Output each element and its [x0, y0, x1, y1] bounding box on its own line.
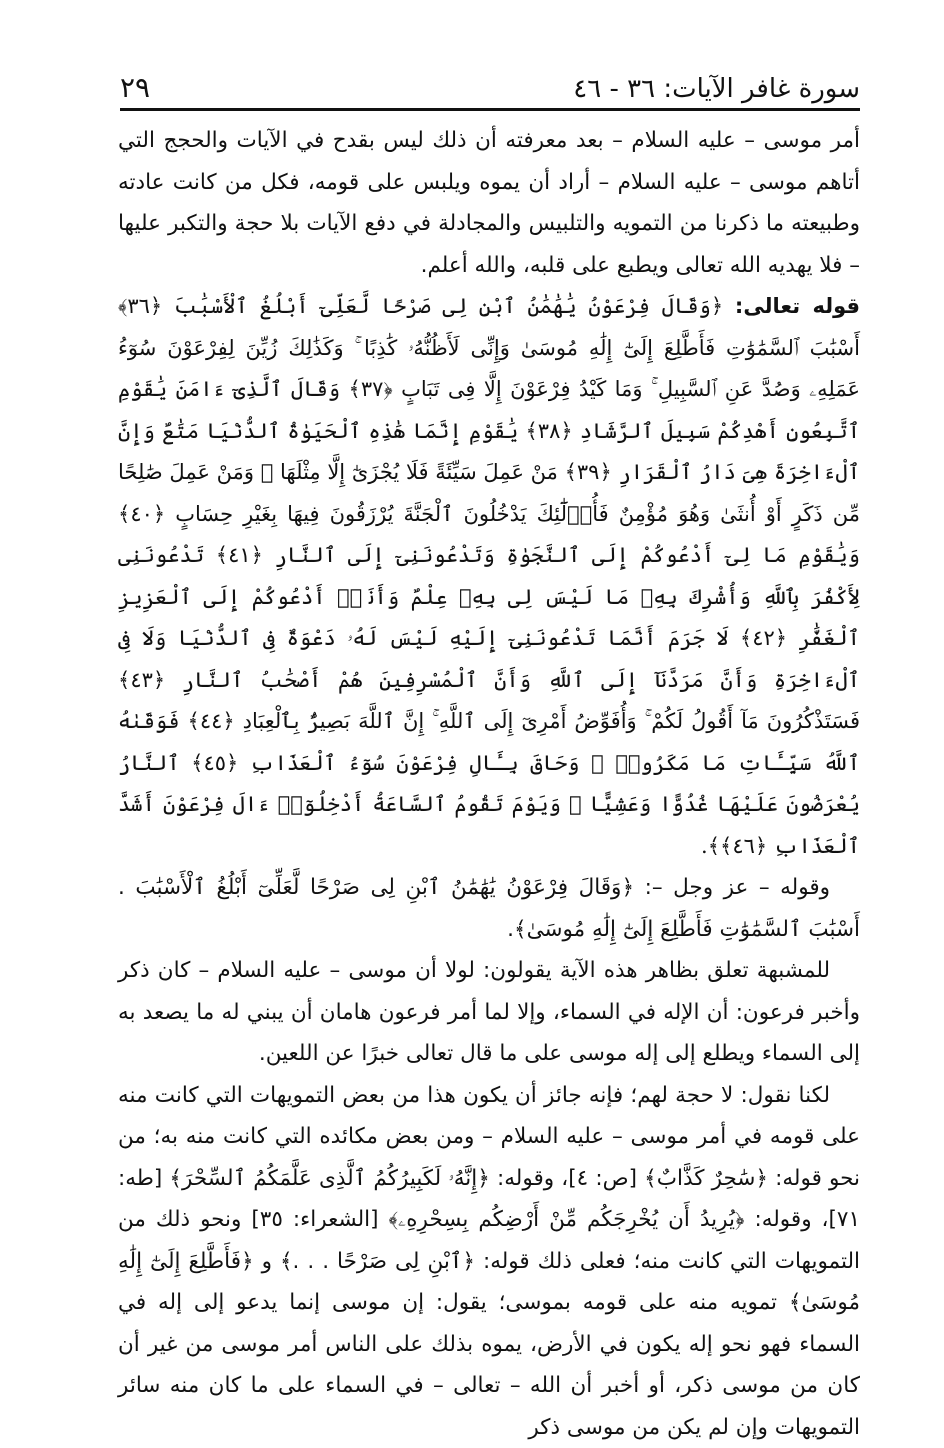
running-header — [120, 58, 860, 102]
verse-intro-label: قوله تعالى: — [735, 294, 860, 318]
surah-title: سورة غافر الآيات: ٣٦ - ٤٦ — [573, 76, 860, 102]
quran-verses-text: ﴿وَقَالَ فِرْعَوْنُ يَٰهَٰمَٰنُ ٱبْنِ لِى صَرْحًا لَّعَلِّىٓ أَبْلُغُ ٱلْأَسْبَٰبَ ﴿٣٦﴾ أَسْبَٰبَ ٱلسَّمَٰوَٰتِ فَأَطَّلِعَ إِلَىٰٓ إِلَٰهِ مُوسَىٰ وَإِنِّى لَأَظُنُّهُۥ كَٰذِبًا ۚ وَكَذَٰلِكَ زُيِّنَ لِفِرْعَوْنَ سُوٓءُ عَمَلِهِۦ وَصُدَّ عَنِ ٱلسَّبِيلِ ۚ وَمَا كَيْدُ فِرْعَوْنَ إِلَّا فِى تَبَابٍ ﴿٣٧﴾ وَقَالَ ٱلَّذِىٓ ءَامَنَ يَٰقَوْمِ ٱتَّبِعُونِ أَهْدِكُمْ سَبِيلَ ٱلرَّشَادِ ﴿٣٨﴾ يَٰقَوْمِ إِنَّمَا هَٰذِهِ ٱلْحَيَوٰةُ ٱلدُّنْيَا مَتَٰعٌ وَإِنَّ ٱلْءَاخِرَةَ هِىَ دَارُ ٱلْقَرَارِ ﴿٣٩﴾ مَنْ عَمِلَ سَيِّئَةً فَلَا يُجْزَىٰٓ إِلَّا مِثْلَهَا ۖ وَمَنْ عَمِلَ صَٰلِحًا مِّن ذَكَرٍ أَوْ أُنثَىٰ وَهُوَ مُؤْمِنٌ فَأُو۟لَٰٓئِكَ يَدْخُلُونَ ٱلْجَنَّةَ يُرْزَقُونَ فِيهَا بِغَيْرِ حِسَابٍ ﴿٤٠﴾ وَيَٰقَوْمِ مَا لِىٓ أَدْعُوكُمْ إِلَى ٱلنَّجَوٰةِ وَتَدْعُونَنِىٓ إِلَى ٱلنَّارِ ﴿٤١﴾ تَدْعُونَنِى لِأَكْفُرَ بِٱللَّهِ وَأُشْرِكَ بِهِۦ مَا لَيْسَ لِى بِهِۦ عِلْمٌ وَأَنَا۠ أَدْعُوكُمْ إِلَى ٱلْعَزِيزِ ٱلْغَفَّٰرِ ﴿٤٢﴾ لَا جَرَمَ أَنَّمَا تَدْعُونَنِىٓ إِلَيْهِ لَيْسَ لَهُۥ دَعْوَةٌ فِى ٱلدُّنْيَا وَلَا فِى ٱلْءَاخِرَةِ وَأَنَّ مَرَدَّنَآ إِلَى ٱللَّهِ وَأَنَّ ٱلْمُسْرِفِينَ هُمْ أَصْحَٰبُ ٱلنَّارِ ﴿٤٣﴾ فَسَتَذْكُرُونَ مَآ أَقُولُ لَكُمْ ۚ وَأُفَوِّضُ أَمْرِىٓ إِلَى ٱللَّهِ ۚ إِنَّ ٱللَّهَ بَصِيرٌۢ بِٱلْعِبَادِ ﴿٤٤﴾ فَوَقَىٰهُ ٱللَّهُ سَيِّـَٔاتِ مَا مَكَرُوا۟ ۖ وَحَاقَ بِـَٔالِ فِرْعَوْنَ سُوٓءُ ٱلْعَذَابِ ﴿٤٥﴾ ٱلنَّارُ يُعْرَضُونَ عَلَيْهَا غُدُوًّا وَعَشِيًّا ۖ وَيَوْمَ تَقُومُ ٱلسَّاعَةُ أَدْخِلُوٓا۟ ءَالَ فِرْعَوْنَ أَشَدَّ ٱلْعَذَابِ ﴿٤٦﴾﴾. — [118, 294, 860, 858]
header-divider — [120, 108, 860, 111]
page-number: ٢٩ — [120, 74, 150, 102]
page-body — [118, 120, 860, 1448]
paragraph-continuation: أمر موسى – عليه السلام – بعد معرفته أن ذلك ليس بقدح في الآيات والحجج التي أتاهم موسى – عليه السلام – أراد أن يموه ويلبس على قومه، فكل من كانت عادته وطبيعته ما ذكرنا من التمويه والتلبيس والمجادلة في دفع الآيات بلا حجة والتكبر عليها – فلا يهديه الله تعالى ويطبع على قلبه، والله أعلم. — [118, 120, 860, 286]
quran-verses-block — [118, 286, 860, 867]
commentary-paragraph: للمشبهة تعلق بظاهر هذه الآية يقولون: لولا أن موسى – عليه السلام – كان ذكر وأخبر فرعون: أن الإله في السماء، وإلا لما أمر فرعون هامان أن يبني له ما يصعد به إلى السماء ويطلع إلى إله موسى على ما قال تعالى خبرًا عن اللعين. — [118, 950, 860, 1075]
commentary-paragraph: لكنا نقول: لا حجة لهم؛ فإنه جائز أن يكون هذا من بعض التمويهات التي كانت منه على قومه في أمر موسى – عليه السلام – ومن بعض مكائده التي كانت منه به؛ من نحو قوله: ﴿سَٰحِرٌ كَذَّابٌ﴾ [ص: ٤]، وقوله: ﴿إِنَّهُۥ لَكَبِيرُكُمُ ٱلَّذِى عَلَّمَكُمُ ٱلسِّحْرَ﴾ [طه: ٧١]، وقوله: ﴿يُرِيدُ أَن يُخْرِجَكُم مِّنْ أَرْضِكُم بِسِحْرِهِۦ﴾ [الشعراء: ٣٥] ونحو ذلك من التمويهات التي كانت منه؛ فعلى ذلك قوله: ﴿ٱبْنِ لِى صَرْحًا . . .﴾ و ﴿فَأَطَّلِعَ إِلَىٰٓ إِلَٰهِ مُوسَىٰ﴾ تمويه منه على قومه بموسى؛ يقول: إن موسى إنما يدعو إلى إله في السماء فهو نحو إله يكون في الأرض، يموه بذلك على الناس أمر موسى من غير أن كان من موسى ذكر، أو أخبر أن الله – تعالى – في السماء على ما كان منه سائر التمويهات وإن لم يكن من موسى ذكر — [118, 1075, 860, 1448]
commentary-paragraph: وقوله – عز وجل –: ﴿وَقَالَ فِرْعَوْنُ يَٰهَٰمَٰنُ ٱبْنِ لِى صَرْحًا لَّعَلِّىٓ أَبْلُغُ ٱلْأَسْبَٰبَ . أَسْبَٰبَ ٱلسَّمَٰوَٰتِ فَأَطَّلِعَ إِلَىٰٓ إِلَٰهِ مُوسَىٰ﴾. — [118, 867, 860, 950]
